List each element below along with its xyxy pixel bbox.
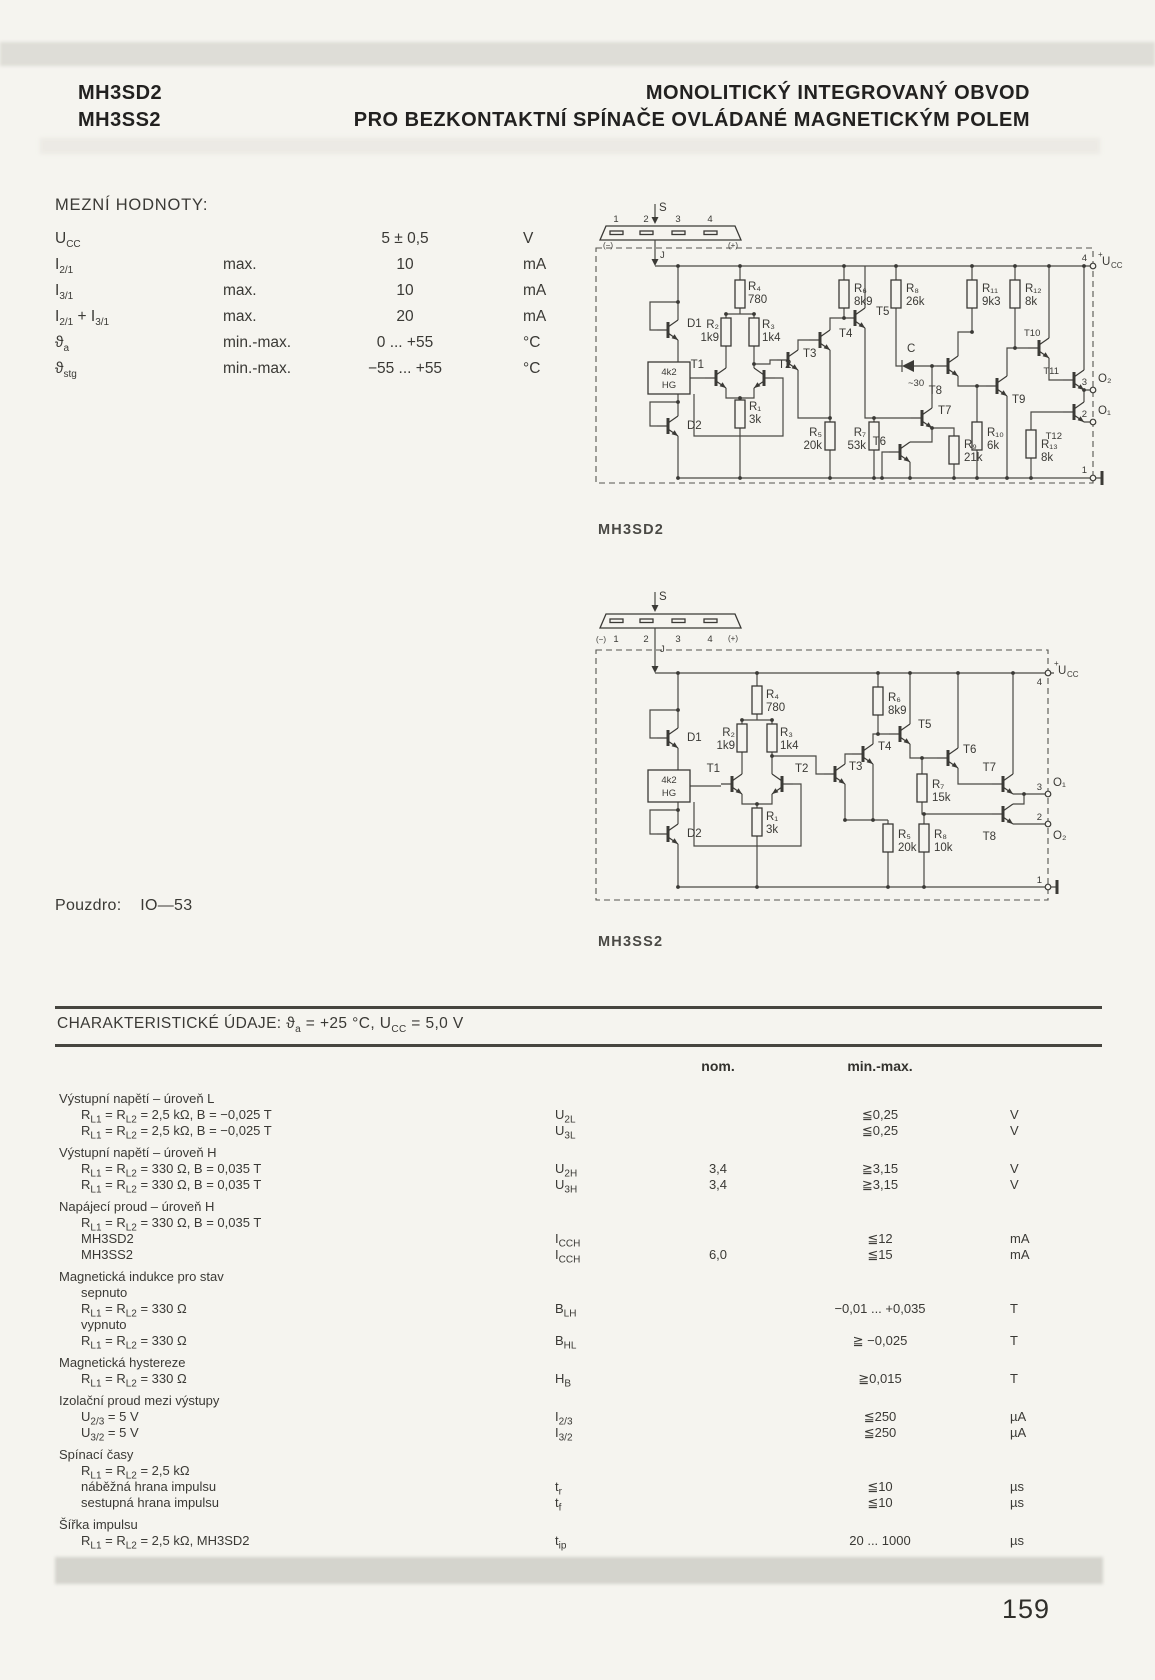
limit-cond: max.	[223, 308, 257, 325]
resistor-r2	[737, 724, 747, 752]
ucc-sub: CC	[1067, 670, 1079, 679]
table-row: MH3SS2 $I_{CCH}$ 6,0 ≦15 mA	[81, 1247, 1030, 1266]
s-arrow-icon	[652, 605, 659, 612]
table-row: sestupná hrana impulsu $t_f$ ≦10 µs	[81, 1495, 1024, 1514]
pin1-label: 1	[1036, 875, 1042, 886]
pin4-label: 4	[1036, 677, 1042, 688]
ucc-label: U	[1102, 256, 1111, 268]
pin2-label: 2	[1081, 409, 1087, 420]
resistor-r12	[1010, 280, 1020, 308]
limit-row	[55, 334, 615, 360]
ucc-plus: +	[1054, 659, 1059, 668]
pin-1	[1090, 475, 1096, 481]
resistor-r7	[917, 774, 927, 802]
package-value: IO—53	[140, 897, 193, 914]
schematic-mh3sd2	[592, 196, 1137, 496]
scan-artifact-band	[55, 1557, 1103, 1584]
pin-label: 4	[707, 634, 713, 645]
table-row: $R_{L1} = R_{L2} = 330$ Ω, B = 0,035 T $U_{3H}$ 3,4 ≧3,15 V	[81, 1177, 1019, 1196]
scan-artifact-band	[0, 42, 1155, 66]
pin-label: 2	[643, 634, 649, 645]
r2-label: R₂	[722, 727, 735, 739]
j-label: J	[660, 250, 665, 261]
r3-value: 1k4	[762, 332, 781, 344]
pin-3	[1090, 387, 1096, 393]
package-label: Pouzdro:	[55, 897, 122, 914]
page-title	[320, 80, 1030, 134]
limit-param: $I_{3/1}$	[55, 282, 74, 303]
r6-value: 8k9	[888, 705, 907, 717]
resistor-r3	[767, 724, 777, 752]
limit-unit: °C	[523, 360, 541, 377]
pin-label: 4	[707, 214, 713, 225]
limit-unit: V	[523, 230, 534, 247]
r2-label: R₂	[706, 319, 719, 331]
transistor-t8	[937, 356, 958, 376]
polarity-plus-label: (+)	[728, 634, 738, 643]
r3-value: 1k4	[780, 740, 799, 752]
package-outline	[596, 591, 741, 673]
t4-label: T4	[839, 328, 853, 340]
r13-label: R₁₃	[1041, 439, 1058, 451]
limit-row	[55, 256, 615, 282]
resistor-r4	[752, 686, 762, 714]
pin2-label: 2	[1036, 812, 1042, 823]
diode-transistor-d1	[657, 320, 678, 340]
table-row: $R_{L1} = R_{L2} = 330$ Ω $B_{LH}$ −0,01 ... +0,035 T	[81, 1301, 1018, 1320]
diode-transistor-d1	[657, 728, 678, 748]
limit-cond: max.	[223, 256, 257, 273]
resistor-r1	[752, 808, 762, 836]
transistor-t3	[824, 764, 845, 784]
limit-unit: mA	[523, 282, 547, 299]
hg-label: HG	[661, 380, 677, 391]
pin-label: 3	[675, 214, 681, 225]
transistor-t4	[809, 330, 830, 350]
t3-label: T3	[849, 761, 863, 773]
t3-label: T3	[803, 348, 817, 360]
limit-value: 20	[396, 308, 414, 325]
title-line-1: MONOLITICKÝ INTEGROVANÝ OBVOD	[645, 82, 1030, 104]
r8-label: R₈	[906, 283, 920, 295]
d1-label: D1	[687, 318, 702, 330]
column-header-minmax: min.-max.	[847, 1058, 913, 1074]
t11-label: T11	[1043, 366, 1059, 377]
transistor-t5	[844, 308, 865, 328]
schematic-mh3ss2	[592, 588, 1137, 918]
r8-label: R₈	[934, 829, 948, 841]
diode-transistor-d2	[657, 416, 678, 436]
limit-cond: min.-max.	[223, 334, 292, 351]
r5-value: 20k	[803, 440, 822, 452]
pin-label: 1	[613, 214, 619, 225]
r5-label: R₅	[809, 427, 822, 439]
limit-unit: mA	[523, 256, 547, 273]
hg-value-label: 4k2	[661, 367, 677, 378]
r10-value: 6k	[987, 440, 1000, 452]
limit-value: 0 ... +55	[376, 334, 434, 351]
circuit-wires	[650, 673, 1057, 887]
resistor-r2	[721, 318, 731, 346]
r7-value: 15k	[932, 792, 951, 804]
s-label: S	[659, 202, 667, 214]
r7-label: R₇	[853, 427, 866, 439]
table-row: $R_{L1} = R_{L2} = 330$ Ω, B = 0,035 T $U_{2H}$ 3,4 ≧3,15 V	[81, 1161, 1019, 1180]
polarity-minus-label: (−)	[596, 635, 606, 644]
r5-value: 20k	[898, 842, 917, 854]
pin-label: 3	[675, 634, 681, 645]
r10-label: R₁₀	[987, 427, 1004, 439]
table-row: náběžná hrana impulsu $t_r$ ≦10 µs	[81, 1479, 1024, 1498]
diode-transistor-d2	[657, 824, 678, 844]
transistor-t6	[889, 442, 910, 462]
limit-cond: min.-max.	[223, 360, 292, 377]
t8-label: T8	[928, 385, 942, 397]
r8-value: 10k	[934, 842, 953, 854]
table-row: $U_{3/2} = 5$ V $I_{3/2}$ ≦250 µA	[81, 1425, 1027, 1444]
table-row: $R_{L1} = R_{L2} = 2,5$ kΩ, B = −0,025 T $U_{3L}$ ≦0,25 V	[81, 1123, 1019, 1142]
s-arrow-icon	[652, 217, 659, 224]
resistor-r6	[873, 687, 883, 715]
t4-label: T4	[878, 741, 892, 753]
package-outline	[600, 202, 741, 266]
pin-label: 1	[613, 634, 619, 645]
resistor-r8	[919, 824, 929, 852]
table-row: Magnetická indukce pro stav	[59, 1269, 224, 1284]
resistor-r1	[735, 400, 745, 428]
t1-label: T1	[706, 763, 720, 775]
limits-table	[55, 230, 615, 386]
t10-label: T10	[1024, 328, 1041, 339]
t2-label: T2	[778, 359, 792, 371]
pin3-label: 3	[1081, 377, 1087, 388]
transistor-t2	[754, 368, 775, 388]
r1-label: R₁	[766, 811, 779, 823]
t6-label: T6	[872, 436, 886, 448]
r8-value: 26k	[906, 296, 925, 308]
pin-1	[1045, 884, 1051, 890]
title-line-2: PRO BEZKONTAKTNÍ SPÍNAČE OVLÁDANÉ MAGNETICKÝM POLEM	[353, 109, 1030, 131]
limit-unit: °C	[523, 334, 541, 351]
t6-label: T6	[963, 744, 977, 756]
transistor-t2	[772, 774, 793, 794]
r3-label: R₃	[780, 727, 793, 739]
c-label: C	[907, 343, 916, 355]
t7-label: T7	[938, 405, 952, 417]
limit-param: $ϑ_{stg}$	[55, 360, 77, 381]
r6-label: R₆	[854, 283, 867, 295]
part-number-1: MH3SD2	[78, 82, 163, 104]
table-row: $R_{L1} = R_{L2} = 330$ Ω $H_B$ ≧0,015 T	[81, 1371, 1018, 1390]
s-label: S	[659, 591, 667, 603]
characteristics-heading: CHARAKTERISTICKÉ ÚDAJE: $ϑ_a = +25$ °C, $U_{CC} = 5,0$ V	[57, 1015, 464, 1036]
characteristics-table	[55, 1085, 1102, 1552]
limit-row	[55, 360, 615, 386]
t9-label: T9	[1012, 394, 1026, 406]
d2-label: D2	[687, 828, 702, 840]
pin-2	[1090, 419, 1096, 425]
r1-value: 3k	[749, 414, 762, 426]
r3-label: R₃	[762, 319, 775, 331]
transistor-t6	[937, 748, 958, 768]
table-row: Výstupní napětí – úroveň L	[59, 1091, 215, 1106]
table-row: Izolační proud mezi výstupy	[59, 1393, 220, 1408]
t1-label: T1	[690, 359, 704, 371]
hg-value-label: 4k2	[661, 775, 677, 786]
r1-label: R₁	[749, 401, 762, 413]
table-row: vypnuto	[81, 1317, 127, 1332]
r12-label: R₁₂	[1025, 283, 1042, 295]
r5-label: R₅	[898, 829, 911, 841]
r9-label: R₉	[964, 439, 977, 451]
capacitance-diode-c	[902, 360, 914, 372]
limit-row	[55, 282, 615, 308]
resistor-r5	[883, 824, 893, 852]
transistor-t10	[1028, 338, 1049, 358]
t12-label: T12	[1045, 431, 1062, 442]
table-row: Magnetická hystereze	[59, 1355, 186, 1370]
r11-value: 9k3	[982, 296, 1001, 308]
j-arrow-icon	[652, 259, 659, 266]
transistor-t8	[992, 804, 1013, 824]
part-number-2: MH3SS2	[78, 109, 162, 131]
resistor-r4	[735, 280, 745, 308]
polarity-minus-label: (−)	[603, 241, 613, 250]
figure-caption-mh3sd2: MH3SD2	[598, 522, 665, 538]
r4-label: R₄	[766, 689, 779, 701]
table-row: $R_{L1} = R_{L2} = 2,5$ kΩ	[81, 1463, 190, 1482]
r9-value: 21k	[964, 452, 983, 464]
column-header-nom: nom.	[701, 1058, 735, 1074]
table-row: Výstupní napětí – úroveň H	[59, 1145, 217, 1160]
pin3-label: 3	[1036, 782, 1042, 793]
pin-ucc	[1045, 670, 1051, 676]
limit-value: −55 ... +55	[367, 360, 443, 377]
pin1-label: 1	[1081, 465, 1087, 476]
r4-label: R₄	[748, 281, 761, 293]
o2-label: O₂	[1053, 830, 1067, 842]
r4-value: 780	[766, 702, 786, 714]
pin-label: 2	[643, 214, 649, 225]
limit-row	[55, 308, 615, 334]
r2-value: 1k9	[716, 740, 735, 752]
o1-label: O₁	[1098, 405, 1111, 417]
c-value: ~30	[908, 378, 925, 389]
table-row: $R_{L1} = R_{L2} = 330$ Ω $B_{HL}$ ≧ −0,025 T	[81, 1333, 1018, 1352]
table-row: MH3SD2 $I_{CCH}$ ≦12 mA	[81, 1231, 1030, 1250]
pin-2	[1045, 821, 1051, 827]
table-row: $R_{L1} = R_{L2} = 2,5$ kΩ, MH3SD2 $t_{ip}$ 20 ... 1000 µs	[81, 1533, 1024, 1552]
resistor-r11	[967, 280, 977, 308]
limit-param: $I_{2/1} + I_{3/1}$	[55, 308, 110, 329]
ucc-plus: +	[1098, 250, 1103, 259]
t7-label: T7	[982, 762, 996, 774]
d1-label: D1	[687, 732, 702, 744]
resistor-r9	[949, 436, 959, 464]
ucc-sub: CC	[1111, 261, 1123, 270]
page-number: 159	[1002, 1594, 1051, 1624]
r6-label: R₆	[888, 692, 901, 704]
transistor-t5	[889, 724, 910, 744]
t8-label: T8	[982, 831, 996, 843]
resistor-r3	[749, 318, 759, 346]
ucc-label: U	[1058, 665, 1067, 677]
limit-row	[55, 230, 615, 256]
pin-ucc	[1090, 263, 1096, 269]
part-numbers	[78, 80, 162, 134]
transistor-t7	[992, 774, 1013, 794]
r1-value: 3k	[766, 824, 779, 836]
junction-dots	[676, 671, 1026, 889]
pin-3	[1045, 791, 1051, 797]
table-row: $U_{2/3} = 5$ V $I_{2/3}$ ≦250 µA	[81, 1409, 1027, 1428]
limit-value: 10	[396, 256, 414, 273]
transistor-t1	[705, 368, 726, 388]
r13-value: 8k	[1041, 452, 1054, 464]
limit-cond: max.	[223, 282, 257, 299]
limit-value: 10	[396, 282, 414, 299]
r4-value: 780	[748, 294, 768, 306]
r12-value: 8k	[1025, 296, 1038, 308]
package-info	[55, 897, 192, 915]
table-row: $R_{L1} = R_{L2} = 2,5$ kΩ, B = −0,025 T $U_{2L}$ ≦0,25 V	[81, 1107, 1019, 1126]
table-rule-bottom	[55, 1044, 1102, 1047]
resistor-r5	[825, 422, 835, 450]
resistor-r13	[1026, 430, 1036, 458]
transistor-t7	[911, 408, 932, 428]
hg-label: HG	[661, 788, 677, 799]
j-label: J	[660, 644, 665, 655]
t5-label: T5	[918, 719, 932, 731]
scan-artifact-band	[40, 138, 1100, 154]
limit-unit: mA	[523, 308, 547, 325]
limit-value: 5 ± 0,5	[381, 230, 429, 247]
r11-label: R₁₁	[982, 283, 999, 295]
o2-label: O₂	[1098, 373, 1112, 385]
table-row: Šířka impulsu	[59, 1517, 138, 1532]
r7-value: 53k	[847, 440, 866, 452]
r7-label: R₇	[932, 779, 945, 791]
polarity-plus-label: (+)	[728, 241, 738, 250]
pin4-label: 4	[1081, 253, 1087, 264]
limit-param: $U_{CC}$	[55, 230, 81, 251]
resistor-r8	[891, 280, 901, 308]
table-row: Spínací časy	[59, 1447, 134, 1462]
r2-value: 1k9	[700, 332, 719, 344]
d2-label: D2	[687, 420, 702, 432]
limits-heading: MEZNÍ HODNOTY:	[55, 196, 209, 214]
t5-label: T5	[876, 306, 890, 318]
resistor-r6	[839, 280, 849, 308]
table-row: sepnuto	[81, 1285, 128, 1300]
table-row: $R_{L1} = R_{L2} = 330$ Ω, B = 0,035 T	[81, 1215, 262, 1234]
j-arrow-icon	[652, 666, 659, 673]
table-row: Napájecí proud – úroveň H	[59, 1199, 215, 1214]
o1-label: O₁	[1053, 777, 1066, 789]
r6-value: 8k9	[854, 296, 873, 308]
limit-param: $I_{2/1}$	[55, 256, 74, 277]
limit-param: $ϑ_a$	[55, 334, 70, 355]
t2-label: T2	[795, 763, 809, 775]
transistor-t1	[721, 774, 742, 794]
table-rule-top	[55, 1006, 1102, 1009]
transistor-t9	[986, 376, 1007, 396]
figure-caption-mh3ss2: MH3SS2	[598, 934, 664, 950]
